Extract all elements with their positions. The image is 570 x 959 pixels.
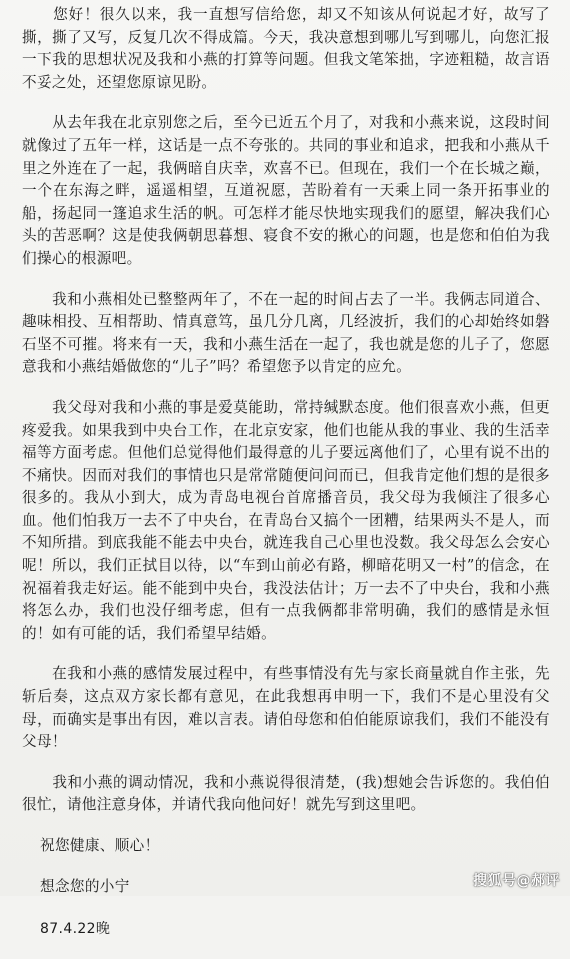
watermark: 搜狐号@郝评: [473, 873, 560, 889]
letter-paragraph: 我和小燕相处已整整两年了，不在一起的时间占去了一半。我俩志同道合、趣味相投、互相帮助、情真意笃，虽几分几离，几经波折，我们的心却始终如磐石坚不可摧。将来有一天，我和小燕生活在一起了，我也就是您的儿子了，您愿意我和小燕结婚做您的“儿子”吗？希望您予以肯定的应允。: [22, 290, 550, 376]
letter-paragraph: 您好！很久以来，我一直想写信给您，却又不知该从何说起才好，故写了撕，撕了又写，反复几次不得成篇。今天，我决意想到哪儿写到哪儿，向您汇报一下我的思想状况及我和小燕的打算等问题。但我文笔笨拙，字迹粗糙，故言语不妥之处，还望您原谅见盼。: [22, 6, 550, 91]
letter-date: 87.4.22晚: [40, 921, 111, 938]
letter-paragraph: 我和小燕的调动情况，我和小燕说得很清楚，(我)想她会告诉您的。我伯伯很忙，请他注意身体，并请代我向他问好！就先写到这里吧。: [22, 773, 550, 814]
letter-paragraph: 在我和小燕的感情发展过程中，有些事情没有先与家长商量就自作主张，先斩后奏，这点双方家长都有意见，在此我想再申明一下，我们不是心里没有父母，而确实是事出有因，难以言表。请伯母您和伯伯能原谅我们，我们不能没有父母！: [22, 665, 550, 751]
letter-paragraph: 从去年我在北京别您之后，至今已近五个月了，对我和小燕来说，这段时间就像过了五年一样，这话是一点不夸张的。共同的事业和追求，把我和小燕从千里之外连在了一起，我俩暗自庆幸，欢喜不已。但现在，我们一个在长城之巅，一个在东海之畔，遥遥相望，互道祝愿，苦盼着有一天乘上同一条开拓事业的船，扬起同一篷追求生活的帆。可怎样才能尽快地实现我们的愿望，解决我们心头的苦恶啊？这是使我俩朝思暮想、寝食不安的揪心的问题，也是您和伯伯为我们操心的根源吧。: [22, 114, 550, 267]
letter-body: [22, 4, 550, 959]
letter-signature: 想念您的小宁: [40, 877, 130, 895]
letter-closing: 祝您健康、顺心！: [40, 837, 160, 854]
letter-paragraph: 我父母对我和小燕的事是爱莫能助，常持缄默态度。他们很喜欢小燕，但更疼爱我。如果我到中央台工作，在北京安家，他们也能从我的事业、我的生活幸福等方面考虑。但他们总觉得他们最得意的儿子要远离他们了，心里有说不出的不痛快。因而对我们的事情也只是常常随便问问而已，但我肯定他们想的是很多很多的。我从小到大，成为青岛电视台首席播音员，我父母为我倾注了很多心血。他们怕我万一去不了中央台，在青岛台又搞个一团糟，结果两头不是人，而不知所措。到底我能不能去中央台，就连我自己心里也没数。我父母怎么会安心呢！所以，我们正拭目以待，以“车到山前必有路，柳暗花明又一村”的信念，在祝福着我走好运。能不能到中央台，我没法估计；万一去不了中央台，我和小燕将怎么办，我们也没仔细考虑，但有一点我俩都非常明确，我们的感情是永恒的！如有可能的话，我们希望早结婚。: [22, 398, 550, 642]
